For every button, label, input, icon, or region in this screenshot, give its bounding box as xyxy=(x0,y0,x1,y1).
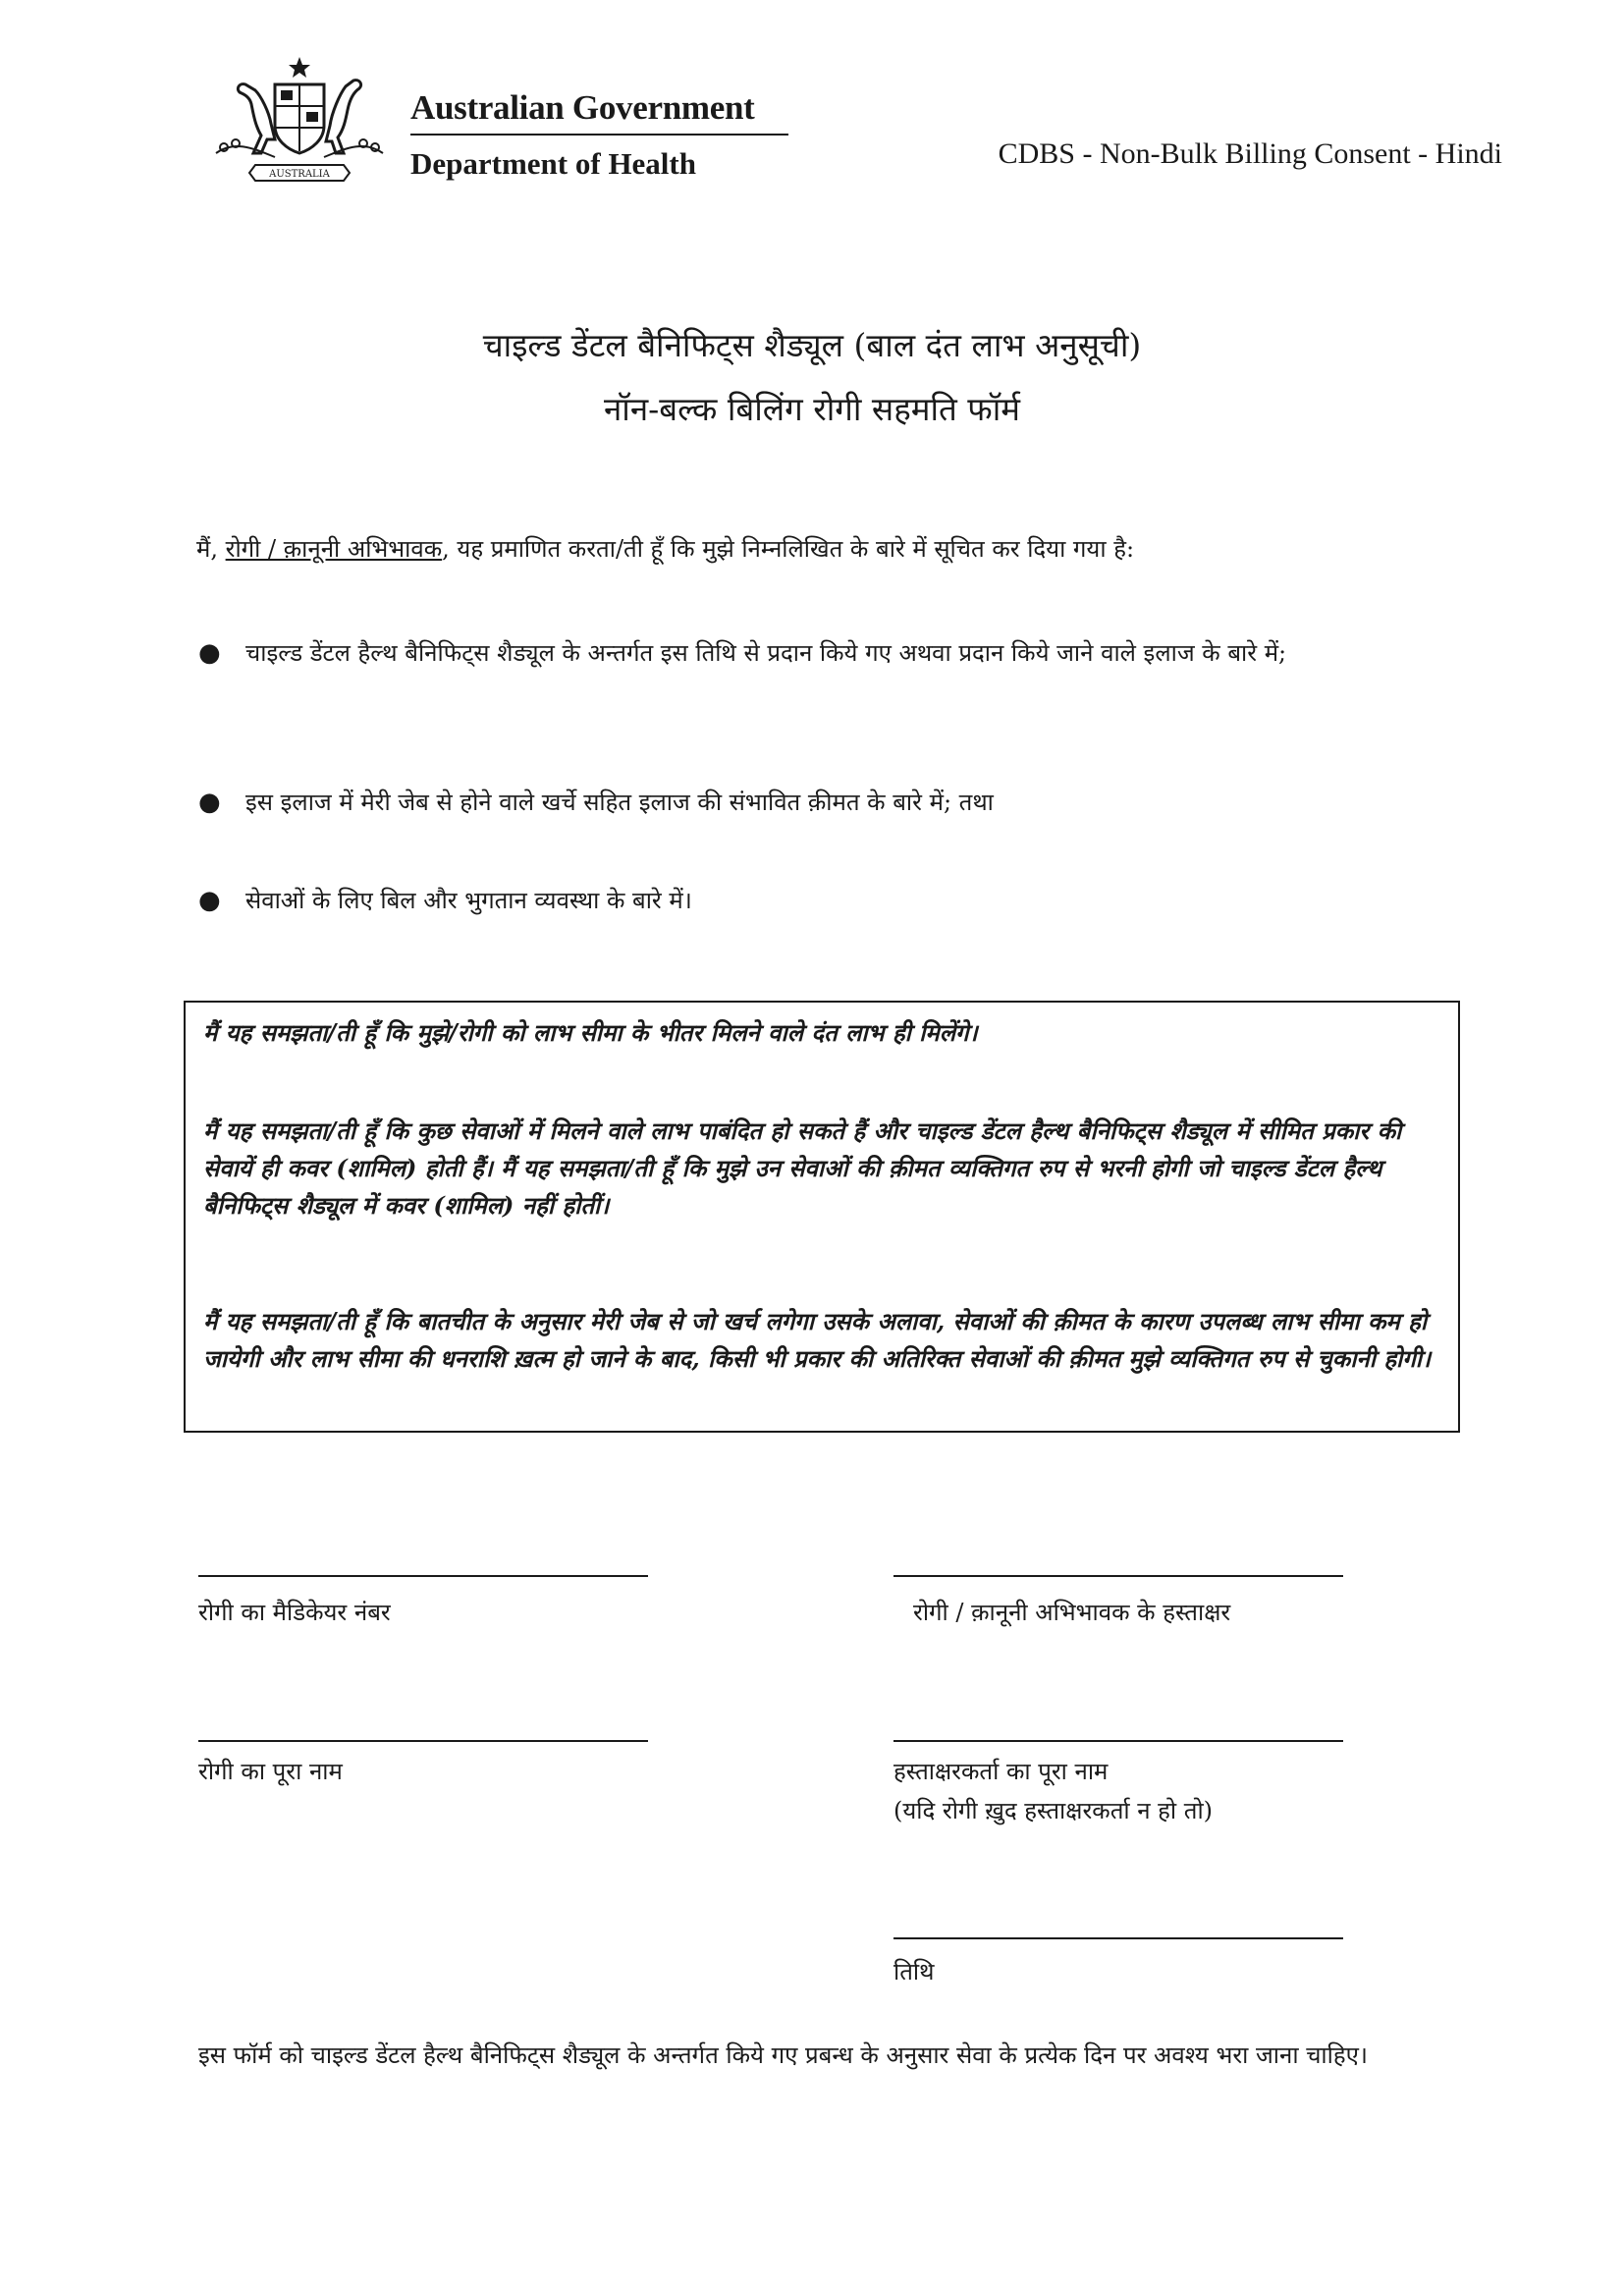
government-title: Australian Government xyxy=(410,88,755,127)
logo-divider xyxy=(410,134,788,136)
acknowledgement-paragraph-1: मैं यह समझता/ती हूँ कि मुझे/रोगी को लाभ सीमा के भीतर मिलने वाले दंत लाभ ही मिलेंगे। xyxy=(203,1018,978,1047)
intro-underlined-role: रोगी / क़ानूनी अभिभावक xyxy=(225,535,443,563)
intro-suffix: , यह प्रमाणित करता/ती हूँ कि मुझे निम्नलिखित के बारे में सूचित कर दिया गया है: xyxy=(442,535,1135,563)
department-name: Department of Health xyxy=(410,146,696,181)
acknowledgement-paragraph-2: मैं यह समझता/ती हूँ कि कुछ सेवाओं में मिलने वाले लाभ पाबंदित हो सकते हैं और चाइल्ड डेंटल हैल्थ बैनिफिट्स शैड्यूल में सीमित प्रकार की सेवायें ही कवर (शामिल) होती हैं। मैं यह समझता/ती हूँ कि मुझे उन सेवाओं की क़ीमत व्यक्तिगत रुप से भरनी होगी जो चाइल्ड डेंटल हैल्थ बैनिफिट्स शैड्यूल में कवर (शामिल) नहीं होतीं। xyxy=(203,1116,1402,1220)
coat-of-arms-icon xyxy=(196,55,403,192)
document-code: CDBS - Non-Bulk Billing Consent - Hindi xyxy=(998,137,1502,170)
patient-name-field[interactable] xyxy=(198,1740,648,1742)
signer-name-note: (यदि रोगी ख़ुद हस्ताक्षरकर्ता न हो तो) xyxy=(893,1797,1214,1824)
bullet-icon: ● xyxy=(198,788,221,817)
bullet-icon: ● xyxy=(198,638,221,668)
signer-name-label: हस्ताक्षरकर्ता का पूरा नाम xyxy=(893,1758,1109,1785)
signer-name-field[interactable] xyxy=(893,1740,1343,1742)
signature-label: रोगी / क़ानूनी अभिभावक के हस्ताक्षर xyxy=(913,1599,1231,1626)
bullet-icon: ● xyxy=(198,886,221,915)
signature-field[interactable] xyxy=(893,1575,1343,1577)
footer-note: इस फॉर्म को चाइल्ड डेंटल हैल्थ बैनिफिट्स शैड्यूल के अन्तर्गत किये गए प्रबन्ध के अनुसार सेवा के प्रत्येक दिन पर अवश्य भरा जाना चाहिए। xyxy=(198,2041,1368,2069)
intro-prefix: मैं, xyxy=(196,535,226,563)
government-logo-text xyxy=(410,86,793,183)
form-title-line-1: चाइल्ड डेंटल बैनिफिट्स शैड्यूल (बाल दंत लाभ अनुसूची) xyxy=(482,326,1142,364)
acknowledgement-box xyxy=(184,1001,1460,1433)
date-field[interactable] xyxy=(893,1937,1343,1939)
crest-scroll-text: AUSTRALIA xyxy=(269,169,330,180)
intro-statement xyxy=(196,530,1473,568)
patient-name-label: रोगी का पूरा नाम xyxy=(198,1758,343,1785)
medicare-number-field[interactable] xyxy=(198,1575,648,1577)
date-label: तिथि xyxy=(893,1958,935,1986)
list-item-text: इस इलाज में मेरी जेब से होने वाले खर्चे सहित इलाज की संभावित क़ीमत के बारे में; तथा xyxy=(245,789,994,816)
medicare-number-label: रोगी का मैडिकेयर नंबर xyxy=(198,1599,391,1626)
list-item-text: चाइल्ड डेंटल हैल्थ बैनिफिट्स शैड्यूल के अन्तर्गत इस तिथि से प्रदान किये गए अथवा प्रदान किये जाने वाले इलाज के बारे में; xyxy=(245,639,1287,667)
acknowledgement-paragraph-3: मैं यह समझता/ती हूँ कि बातचीत के अनुसार मेरी जेब से जो खर्च लगेगा उसके अलावा, सेवाओं की क़ीमत के कारण उपलब्ध लाभ सीमा कम हो जायेगी और लाभ सीमा की धनराशि ख़त्म हो जाने के बाद, किसी भी प्रकार की अतिरिक्त सेवाओं की क़ीमत मुझे व्यक्तिगत रुप से चुकानी होगी। xyxy=(203,1307,1432,1373)
form-title-line-2: नॉन-बल्क बिलिंग रोगी सहमति फॉर्म xyxy=(603,390,1021,428)
list-item-text: सेवाओं के लिए बिल और भुगतान व्यवस्था के बारे में। xyxy=(245,887,692,914)
